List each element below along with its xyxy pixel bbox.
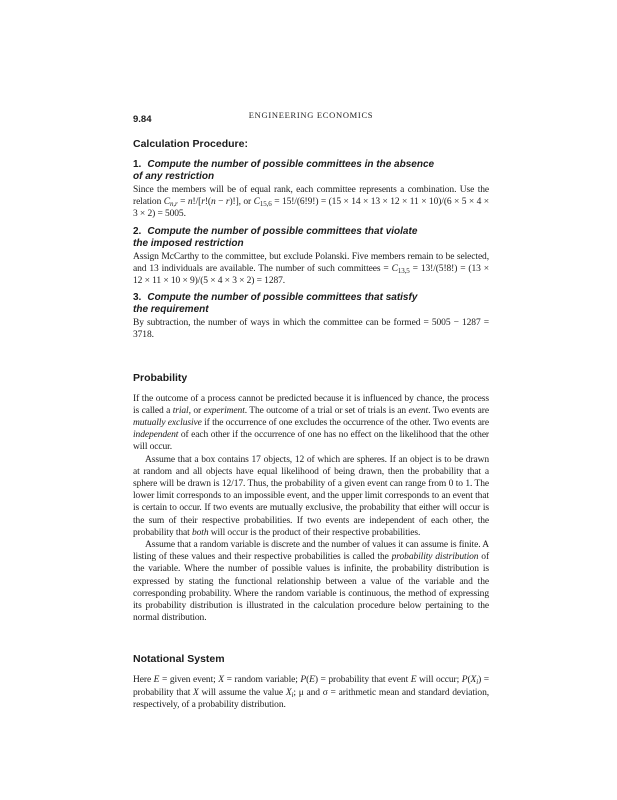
- procedure-step: [133, 226, 489, 288]
- running-head: ENGINEERING ECONOMICS: [248, 110, 374, 120]
- page-header: [133, 109, 489, 125]
- paragraph: If the outcome of a process cannot be predicted because it is influenced by chance, the process is called a trial, or experiment. The outcome of a trial or set of trials is an event. Two events are mutually exclusive if the occurrence of one excludes the occurrence of the other. Two events are independent of each other if the occurrence of one has no effect on the likelihood that the other will occur.: [133, 393, 489, 453]
- step-body: Assign McCarthy to the committee, but exclude Polanski. Five members remain to be selected, and 13 individuals are available. The number of such committees = $C_{13,5} = 13!/(5!8!) = (13 \times 12 \times 11 \times 10 \times 9)/(5 \times 4 \times 3 \times 2) = 1287$.: [133, 251, 489, 287]
- step-body: Since the members will be of equal rank, each committee represents a combination. Use the relation $C_{n,r} = n!/[r!(n - r)!]$, or $C_{15,6} = 15!/(6!9!) = (15 \times 14 \times 13 \times 12 \times 11 \times 10)/(6 \times 5 \times 4 \times 3 \times 2) = 5005$.: [133, 185, 490, 220]
- step-body: By subtraction, the number of ways in which the committee can be formed = 5005 − 1287 = 3718.: [133, 318, 489, 341]
- step-title: [133, 159, 489, 171]
- step-title-line: Compute the number of possible committees that violate: [147, 225, 418, 237]
- calculation-procedure-section: [133, 138, 489, 342]
- paragraph: Assume that a box contains 17 objects, 12 of which are spheres. If an object is to be drawn at random and all objects have equal likelihood of being drawn, then the probability that a sphere will be drawn is 12/17. Thus, the probability of a given event can range from 0 to 1. The lower limit corresponds to an impossible event, and the upper limit corresponds to an event that is certain to occur. If two events are mutually exclusive, the probability that either will occur is the sum of their respective probabilities. If two events are independent of each other, the probability that both will occur is the product of their respective probabilities.: [133, 454, 489, 538]
- calculation-procedure-heading: Calculation Procedure:: [133, 138, 248, 150]
- procedure-step: [133, 292, 489, 341]
- notational-system-heading: Notational System: [133, 653, 225, 666]
- step-title: [133, 226, 489, 238]
- step-title: [133, 292, 489, 304]
- probability-section: [133, 372, 489, 625]
- step-title-line: Compute the number of possible committees that satisfy: [147, 292, 418, 304]
- paragraph: Here E = given event; X = random variable; P(E) = probability that event E will occur; $P(X_i)$ = probability that X will assume the value $X_i$; μ and σ = arithmetic mean and standard deviation, respectively, of a probability distribution.: [133, 675, 490, 710]
- text-column: [133, 109, 489, 711]
- paragraph: Assume that a random variable is discrete and the number of values it can assume is finite. A listing of these values and their respective probabilities is called the probability distribution of the variable. Where the number of possible values is infinite, the probability distribution is expressed by stating the functional relationship between a value of the variable and the corresponding probability. Where the random variable is continuous, the method of expressing its probability distribution is illustrated in the calculation procedure below pertaining to the normal distribution.: [133, 540, 490, 624]
- step-number: 1.: [133, 159, 142, 170]
- notational-system-section: [133, 653, 489, 711]
- step-title-continuation: of any restriction: [133, 171, 215, 182]
- procedure-step: [133, 159, 489, 221]
- probability-heading: Probability: [133, 371, 188, 384]
- step-title-continuation: the requirement: [133, 304, 209, 316]
- step-title-continuation: the imposed restriction: [133, 237, 244, 249]
- step-number: 3.: [133, 292, 142, 304]
- step-number: 2.: [133, 225, 142, 237]
- page-number: 9.84: [133, 114, 152, 125]
- step-title-line: Compute the number of possible committees in the absence: [147, 159, 435, 170]
